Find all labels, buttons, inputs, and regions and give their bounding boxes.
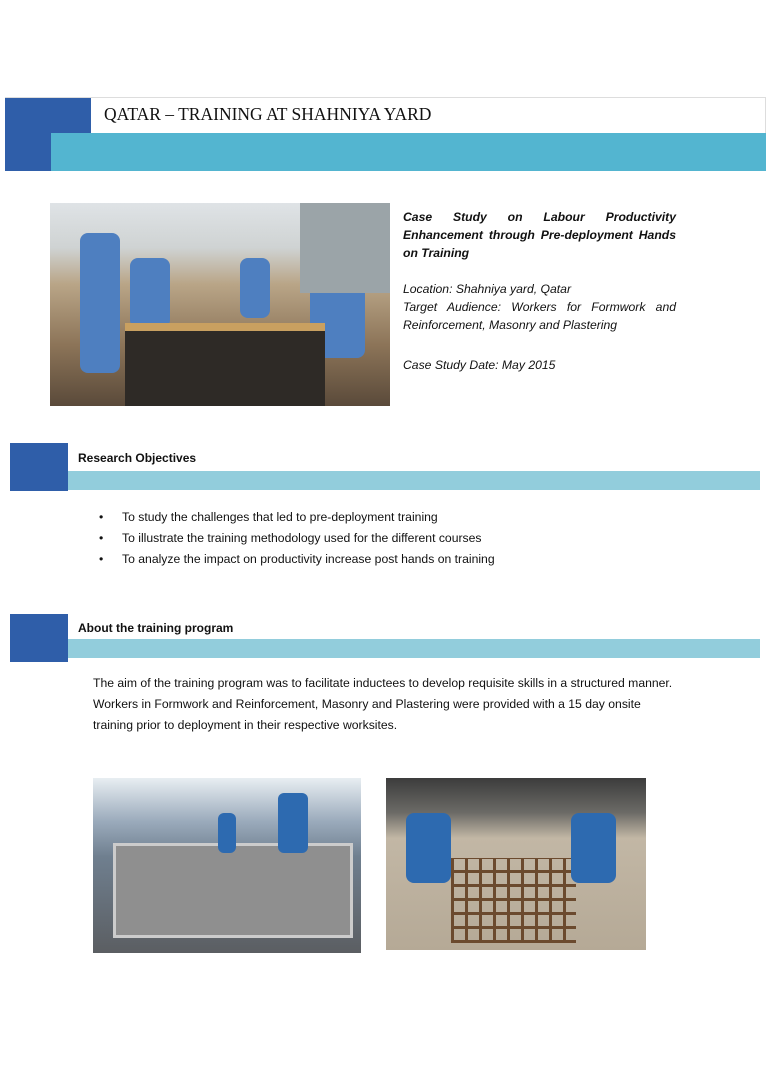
research-objectives-list xyxy=(95,510,495,573)
case-study-title-2: Enhancement through Pre-deployment Hands xyxy=(403,228,676,242)
case-study-title-1: Case Study on Labour Productivity xyxy=(403,210,676,224)
about-training-text: The aim of the training program was to facilitate inductees to develop requisite skills in a structured manner. Workers in Formwork and Reinforcement, Masonry and Plastering were provided with a 15 day onsite training prior to deployment in their respective worksites. xyxy=(93,676,673,732)
page-title: QATAR – TRAINING AT SHAHNIYA YARD xyxy=(104,104,432,124)
target-audience-1: Target Audience: Workers for Formwork and xyxy=(403,300,676,314)
photo-formwork-training xyxy=(50,203,390,406)
case-study-date: Case Study Date: May 2015 xyxy=(403,358,556,372)
case-study-info xyxy=(403,208,676,374)
section-bar xyxy=(68,471,760,490)
list-item: • To analyze the impact on productivity increase post hands on training xyxy=(95,552,495,573)
case-study-title-3: on Training xyxy=(403,246,470,260)
photo-masonry-training xyxy=(93,778,361,953)
header-accent-block-top xyxy=(5,98,91,133)
list-item: • To study the challenges that led to pre-deployment training xyxy=(95,510,495,531)
target-audience-2: Reinforcement, Masonry and Plastering xyxy=(403,318,618,332)
header-band xyxy=(51,133,766,171)
research-objectives-heading: Research Objectives xyxy=(78,451,197,465)
list-item: • To illustrate the training methodology used for the different courses xyxy=(95,531,495,552)
about-training-heading: About the training program xyxy=(78,621,234,635)
photo-rebar-training xyxy=(386,778,646,950)
section-accent xyxy=(10,443,68,491)
location: Location: Shahniya yard, Qatar xyxy=(403,282,572,296)
section-bar xyxy=(68,639,760,658)
section-accent xyxy=(10,614,68,662)
